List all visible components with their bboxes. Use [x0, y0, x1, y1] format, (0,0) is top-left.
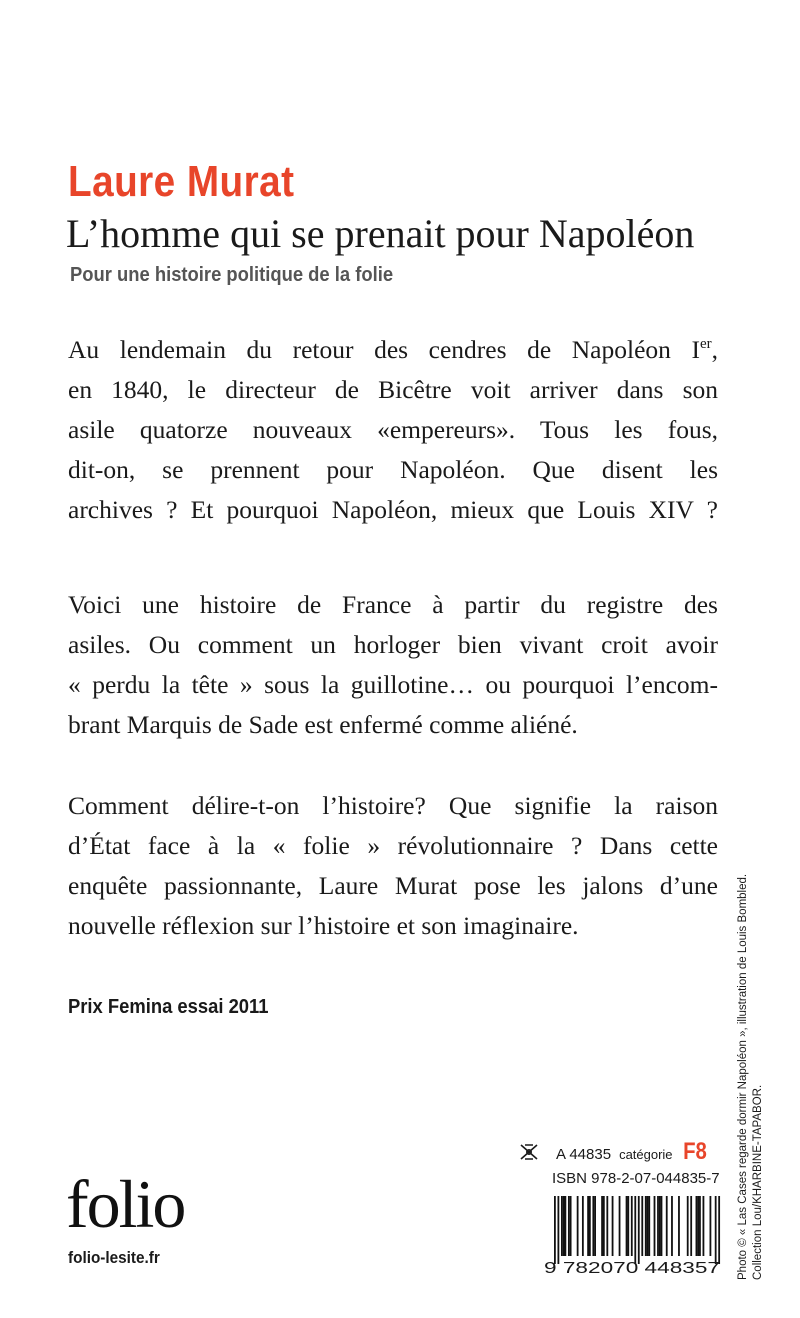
barcode-bar [703, 1196, 705, 1256]
blurb-line: Comment délire-t-on l’histoire? Que signifie la raison [68, 791, 718, 820]
blurb-line: Voici une histoire de France à partir du registre des [68, 590, 718, 619]
blurb-line: Au lendemain du retour des cendres de Napoléon Ier, [68, 335, 718, 364]
barcode-bar [631, 1196, 633, 1256]
barcode-bar [659, 1196, 661, 1256]
publisher-logo: folio [66, 1166, 185, 1242]
barcode-bar [564, 1196, 566, 1256]
barcode-bar [626, 1196, 628, 1256]
barcode-bar [696, 1196, 698, 1256]
barcode-bar [657, 1196, 659, 1256]
gallimard-emblem-icon [518, 1142, 540, 1162]
barcode-bar [563, 1196, 565, 1256]
blurb-line: d’État face à la « folie » révolutionnaire ? Dans cette [68, 831, 718, 860]
barcode-bar [647, 1196, 649, 1256]
isbn: ISBN 978-2-07-044835-7 [552, 1170, 720, 1187]
blurb-line: brant Marquis de Sade est enfermé comme aliéné. [68, 710, 578, 739]
category-label: catégorie [619, 1147, 673, 1162]
barcode-bar [638, 1196, 640, 1264]
barcode-bar [612, 1196, 614, 1256]
book-subtitle: Pour une histoire politique de la folie [70, 264, 394, 286]
barcode-bar [619, 1196, 621, 1256]
barcode-bar [568, 1196, 570, 1256]
barcode-bar [582, 1196, 584, 1256]
book-title: L’homme qui se prenait pour Napoléon [66, 211, 695, 256]
barcode-bar [603, 1196, 605, 1256]
barcode-bar [577, 1196, 579, 1256]
price-category: F8 [682, 1138, 707, 1165]
superscript: er [699, 336, 712, 352]
barcode-bar [661, 1196, 663, 1256]
barcode-bar [715, 1196, 717, 1264]
photo-credit: Photo © « Las Cases regarde dormir Napoléon », illustration de Louis Bombled. Collection Lou/KHARBINE-TAPABOR. [737, 873, 764, 1280]
blurb-line: en 1840, le directeur de Bicêtre voit arriver dans son [68, 375, 718, 404]
barcode-bar [557, 1196, 559, 1264]
barcode-bar [634, 1196, 636, 1264]
barcode-bar [654, 1196, 656, 1256]
barcode-bar [554, 1196, 556, 1264]
blurb-line: « perdu la tête » sous la guillotine… ou pourquoi l’encom- [68, 670, 718, 699]
barcode-bar [561, 1196, 563, 1256]
blurb-paragraph-1 [68, 330, 718, 530]
barcode-bar [687, 1196, 689, 1256]
blurb-line: enquête passionnante, Laure Murat pose les jalons d’une [68, 871, 718, 900]
barcode-bar [699, 1196, 701, 1256]
barcode-bar [678, 1196, 680, 1256]
blurb-paragraph-3 [68, 786, 718, 946]
barcode-bar [592, 1196, 594, 1256]
barcode-digits: 9 782070 448357 [544, 1260, 721, 1276]
prize-mention: Prix Femina essai 2011 [68, 996, 269, 1018]
blurb-line: asiles. Ou comment un horloger bien vivant croit avoir [68, 630, 718, 659]
barcode [542, 1196, 722, 1276]
blurb-line: nouvelle réflexion sur l’histoire et son imaginaire. [68, 911, 579, 940]
barcode-bar [690, 1196, 692, 1256]
blurb-line: asile quatorze nouveaux «empereurs». Tous les fous, [68, 415, 718, 444]
blurb-line: archives ? Et pourquoi Napoléon, mieux que Louis XIV ? [68, 495, 718, 524]
barcode-bar [671, 1196, 673, 1256]
barcode-bar [648, 1196, 650, 1256]
barcode-bar [627, 1196, 629, 1256]
catalog-code: A 44835 [556, 1146, 612, 1163]
publisher-website: folio-lesite.fr [68, 1248, 160, 1267]
barcode-bar [666, 1196, 668, 1256]
barcode-bar [601, 1196, 603, 1256]
blurb-line: dit-on, se prennent pour Napoléon. Que disent les [68, 455, 718, 484]
blurb-paragraph-2 [68, 585, 718, 745]
catalog-row [518, 1138, 709, 1166]
barcode-bar [697, 1196, 699, 1256]
barcode-bar [645, 1196, 647, 1256]
barcode-bar [587, 1196, 589, 1256]
author-name: Laure Murat [68, 157, 295, 206]
barcode-bar [589, 1196, 591, 1256]
barcode-bar [594, 1196, 596, 1256]
barcode-bar [606, 1196, 608, 1256]
barcode-bar [570, 1196, 572, 1256]
barcode-bar [718, 1196, 720, 1264]
barcode-bar [710, 1196, 712, 1256]
barcode-bar [641, 1196, 643, 1256]
